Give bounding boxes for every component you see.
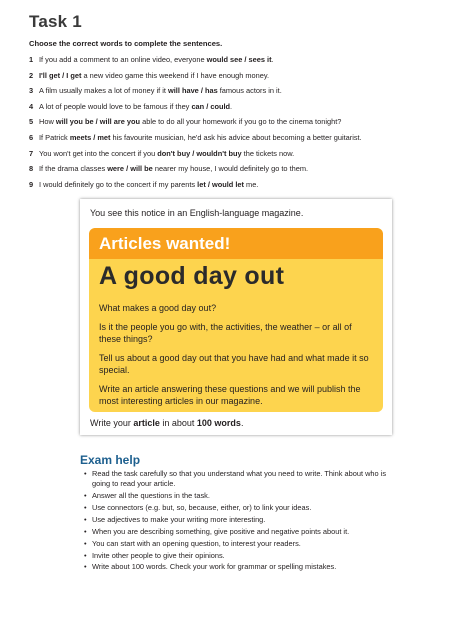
sentence-text: If you add a comment to an online video, everyone [39,55,207,64]
sentence-text: me. [243,179,259,189]
sentence-number: 4 [29,101,34,111]
notice-banner [89,228,383,259]
bullet-icon: • [84,490,87,500]
answer-options: meets / met [69,132,111,142]
sentence-text: A film usually makes a lot of money if it [39,86,168,96]
exam-help-text: Use connectors (e.g. but, so, because, either, or) to link your ideas. [92,502,312,512]
notice-headline: A good day out [99,262,285,290]
sentence-text: . [271,55,274,64]
sentence-item [29,130,459,146]
answer-options: will have / has [167,86,218,96]
notice-banner-text: Articles wanted! [99,234,231,253]
exam-help-item [84,515,396,525]
task-instruction: Choose the correct words to complete the sentences. [29,39,223,48]
answer-options: don't buy / wouldn't buy [157,148,242,158]
bullet-icon: • [84,469,87,478]
answer-options: would see / sees it [206,55,272,64]
sentence-text: famous actors in it. [217,86,282,96]
bullet-icon: • [84,502,87,512]
exam-help-item [84,562,396,572]
answer-options: were / will be [107,164,153,174]
bullet-icon: • [84,550,87,560]
notice-paragraph: What makes a good day out? [99,303,217,313]
answer-options: will you be / will are you [55,117,141,127]
sentence-number: 5 [29,117,34,127]
notice-paragraph: Write an article answering these questions and we will publish the most interesting articles in our magazine. [99,384,361,406]
sentence-number: 2 [29,70,34,80]
notice-card [89,228,383,412]
exam-help-item [84,539,396,549]
bullet-icon: • [84,562,87,572]
notice-footer-text: article [133,418,160,428]
sentence-item [29,83,459,99]
sentence-text: his favourite musician, he'd ask his advice about becoming a better guitarist. [110,132,362,142]
exam-help-text: Answer all the questions in the task. [92,490,210,500]
sentence-item [29,99,459,115]
notice-intro: You see this notice in an English-language magazine. [90,208,304,218]
sentence-number: 1 [29,55,34,64]
sentence-number: 9 [29,179,34,189]
bullet-icon: • [84,514,87,524]
sentence-item [29,114,459,130]
notice-paragraph: Is it the people you go with, the activities, the weather – or all of these things? [99,322,352,344]
exam-help-item [84,527,396,537]
bullet-icon: • [84,538,87,548]
exam-help-list [84,469,396,574]
answer-options: can / could [191,101,231,111]
exam-help-text: Invite other people to give their opinions. [92,550,225,560]
answer-options: let / would let [197,179,244,189]
sentence-item [29,68,459,84]
notice-paragraph: Tell us about a good day out that you have had and what made it so special. [99,353,369,375]
bullet-icon: • [84,526,87,536]
sentence-text: able to do all your homework if you go to the cinema tonight? [140,117,342,127]
sentence-text: A lot of people would love to be famous if they [39,101,192,111]
sentence-number: 7 [29,148,34,158]
sentence-list [29,52,459,192]
exam-help-item [84,469,396,488]
notice-footer-text: in about [159,418,197,428]
exam-help-item [84,503,396,513]
exam-help-text: When you are describing something, give positive and negative points about it. [92,526,350,536]
notice-footer-text: 100 words [196,418,241,428]
exam-help-item [84,551,396,561]
task-title: Task 1 [29,12,82,31]
exam-help-text: Read the task carefully so that you understand what you need to write. Think about who is going to read your article. [92,469,387,488]
exam-help-item [84,491,396,501]
exam-help-text: Use adjectives to make your writing more interesting. [92,514,266,524]
exam-help-text: Write about 100 words. Check your work for grammar or spelling mistakes. [92,562,337,572]
notice-footer [90,418,243,428]
answer-options: I'll get / I get [39,70,82,80]
sentence-text: You won't get into the concert if you [39,148,158,158]
notice-body [99,302,375,412]
sentence-text: I would definitely go to the concert if my parents [39,179,198,189]
sentence-text: If the drama classes [39,164,108,174]
exam-help-text: You can start with an opening question, to interest your readers. [92,538,301,548]
notice-box [80,199,392,435]
sentence-text: nearer my house, I would definitely go to them. [152,164,309,174]
sentence-item [29,161,459,177]
sentence-number: 8 [29,164,34,174]
sentence-item [29,146,459,162]
sentence-text: If Patrick [39,132,70,142]
sentence-text: How [39,117,56,127]
exam-help-title: Exam help [80,453,141,467]
notice-footer-text: . [240,418,244,428]
sentence-number: 3 [29,86,34,96]
sentence-text: . [230,101,233,111]
sentence-text: the tickets now. [241,148,295,158]
sentence-text: a new video game this weekend if I have enough money. [81,70,270,80]
notice-footer-text: Write your [90,418,134,428]
sentence-item [29,177,459,193]
sentence-number: 6 [29,132,34,142]
sentence-item [29,52,459,68]
